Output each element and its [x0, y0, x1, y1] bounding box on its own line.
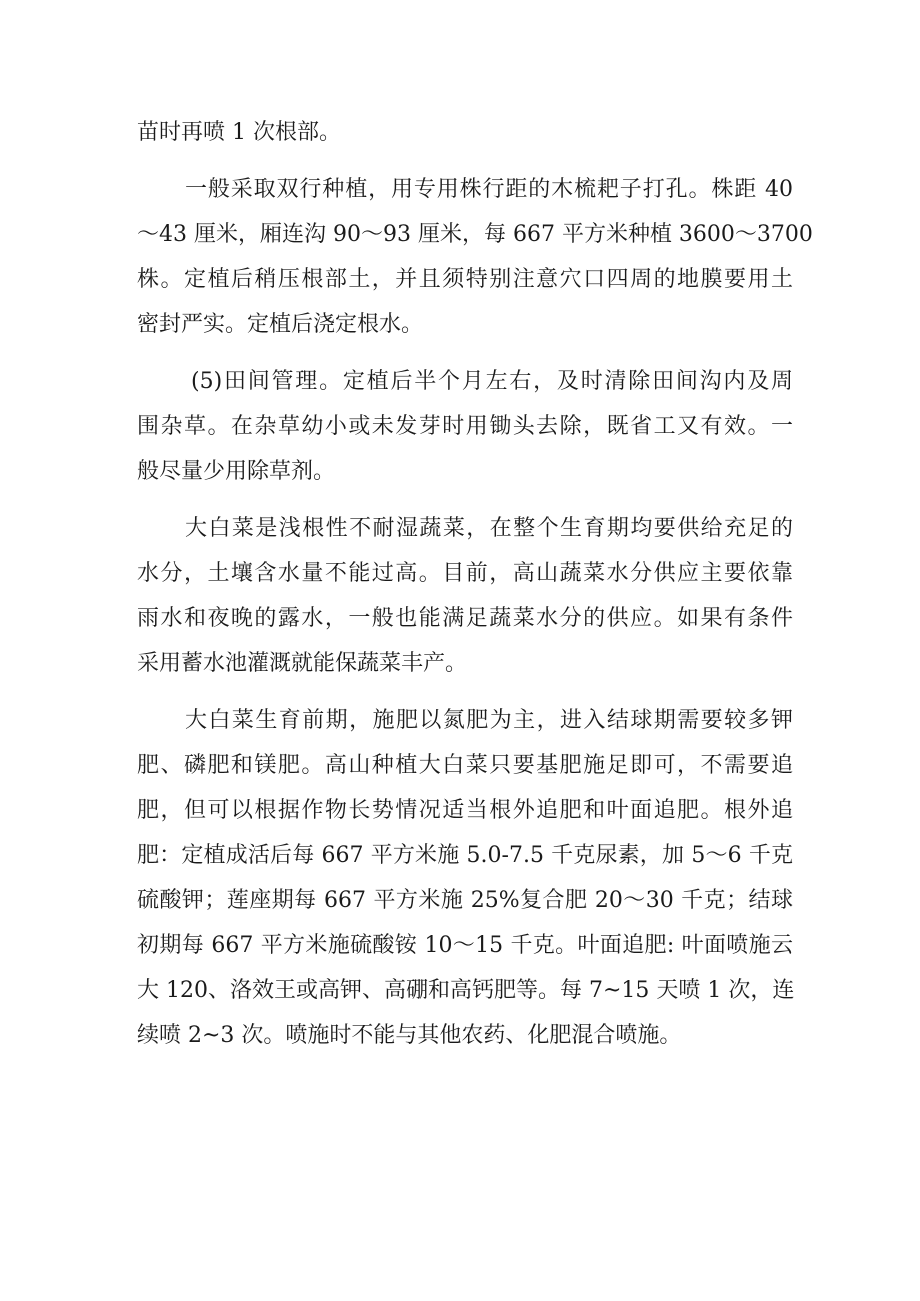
paragraph-planting — [137, 167, 813, 347]
paragraph-fertilizer — [137, 698, 793, 1058]
paragraph-field-management — [137, 359, 793, 494]
text-line: 肥：定植成活后每 667 平方米施 5.0-7.5 千克尿素，加 5～6 千克 — [137, 843, 793, 868]
text-line: 苗时再喷 1 次根部。 — [137, 120, 341, 145]
text-line: 肥，但可以根据作物长势情况适当根外追肥和叶面追肥。根外追 — [137, 798, 793, 823]
paragraph-water — [137, 506, 793, 686]
text-line: 雨水和夜晚的露水，一般也能满足蔬菜水分的供应。如果有条件 — [137, 606, 793, 631]
text-line: 水分，土壤含水量不能过高。目前，高山蔬菜水分供应主要依靠 — [137, 561, 793, 586]
text-line: 一般采取双行种植，用专用株行距的木梳耙子打孔。株距 40 — [185, 177, 793, 202]
text-line: 大 120、洛效王或高钾、高硼和高钙肥等。每 7~15 天喷 1 次，连 — [137, 978, 795, 1003]
text-line: 续喷 2~3 次。喷施时不能与其他农药、化肥混合喷施。 — [137, 1023, 682, 1048]
text-line: 围杂草。在杂草幼小或未发芽时用锄头去除，既省工又有效。一 — [137, 414, 793, 439]
text-line: ～43 厘米，厢连沟 90～93 厘米，每 667 平方米种植 3600～3700 — [137, 222, 813, 247]
document-page — [137, 110, 813, 1058]
text-line: 密封严实。定植后浇定根水。 — [137, 312, 424, 337]
text-line: 采用蓄水池灌溉就能保蔬菜丰产。 — [137, 651, 468, 676]
text-line: 般尽量少用除草剂。 — [137, 459, 336, 484]
paragraph-continuation — [137, 110, 793, 155]
text-line: (5)田间管理。定植后半个月左右，及时清除田间沟内及周 — [191, 369, 793, 394]
text-line: 大白菜是浅根性不耐湿蔬菜，在整个生育期均要供给充足的 — [185, 516, 793, 541]
text-line: 硫酸钾；莲座期每 667 平方米施 25%复合肥 20～30 千克；结球 — [137, 888, 793, 913]
text-line: 株。定植后稍压根部土，并且须特别注意穴口四周的地膜要用土 — [137, 267, 793, 292]
text-line: 大白菜生育前期，施肥以氮肥为主，进入结球期需要较多钾 — [185, 708, 793, 733]
text-line: 肥、磷肥和镁肥。高山种植大白菜只要基肥施足即可，不需要追 — [137, 753, 793, 778]
text-line: 初期每 667 平方米施硫酸铵 10～15 千克。叶面追肥: 叶面喷施云 — [137, 933, 793, 958]
